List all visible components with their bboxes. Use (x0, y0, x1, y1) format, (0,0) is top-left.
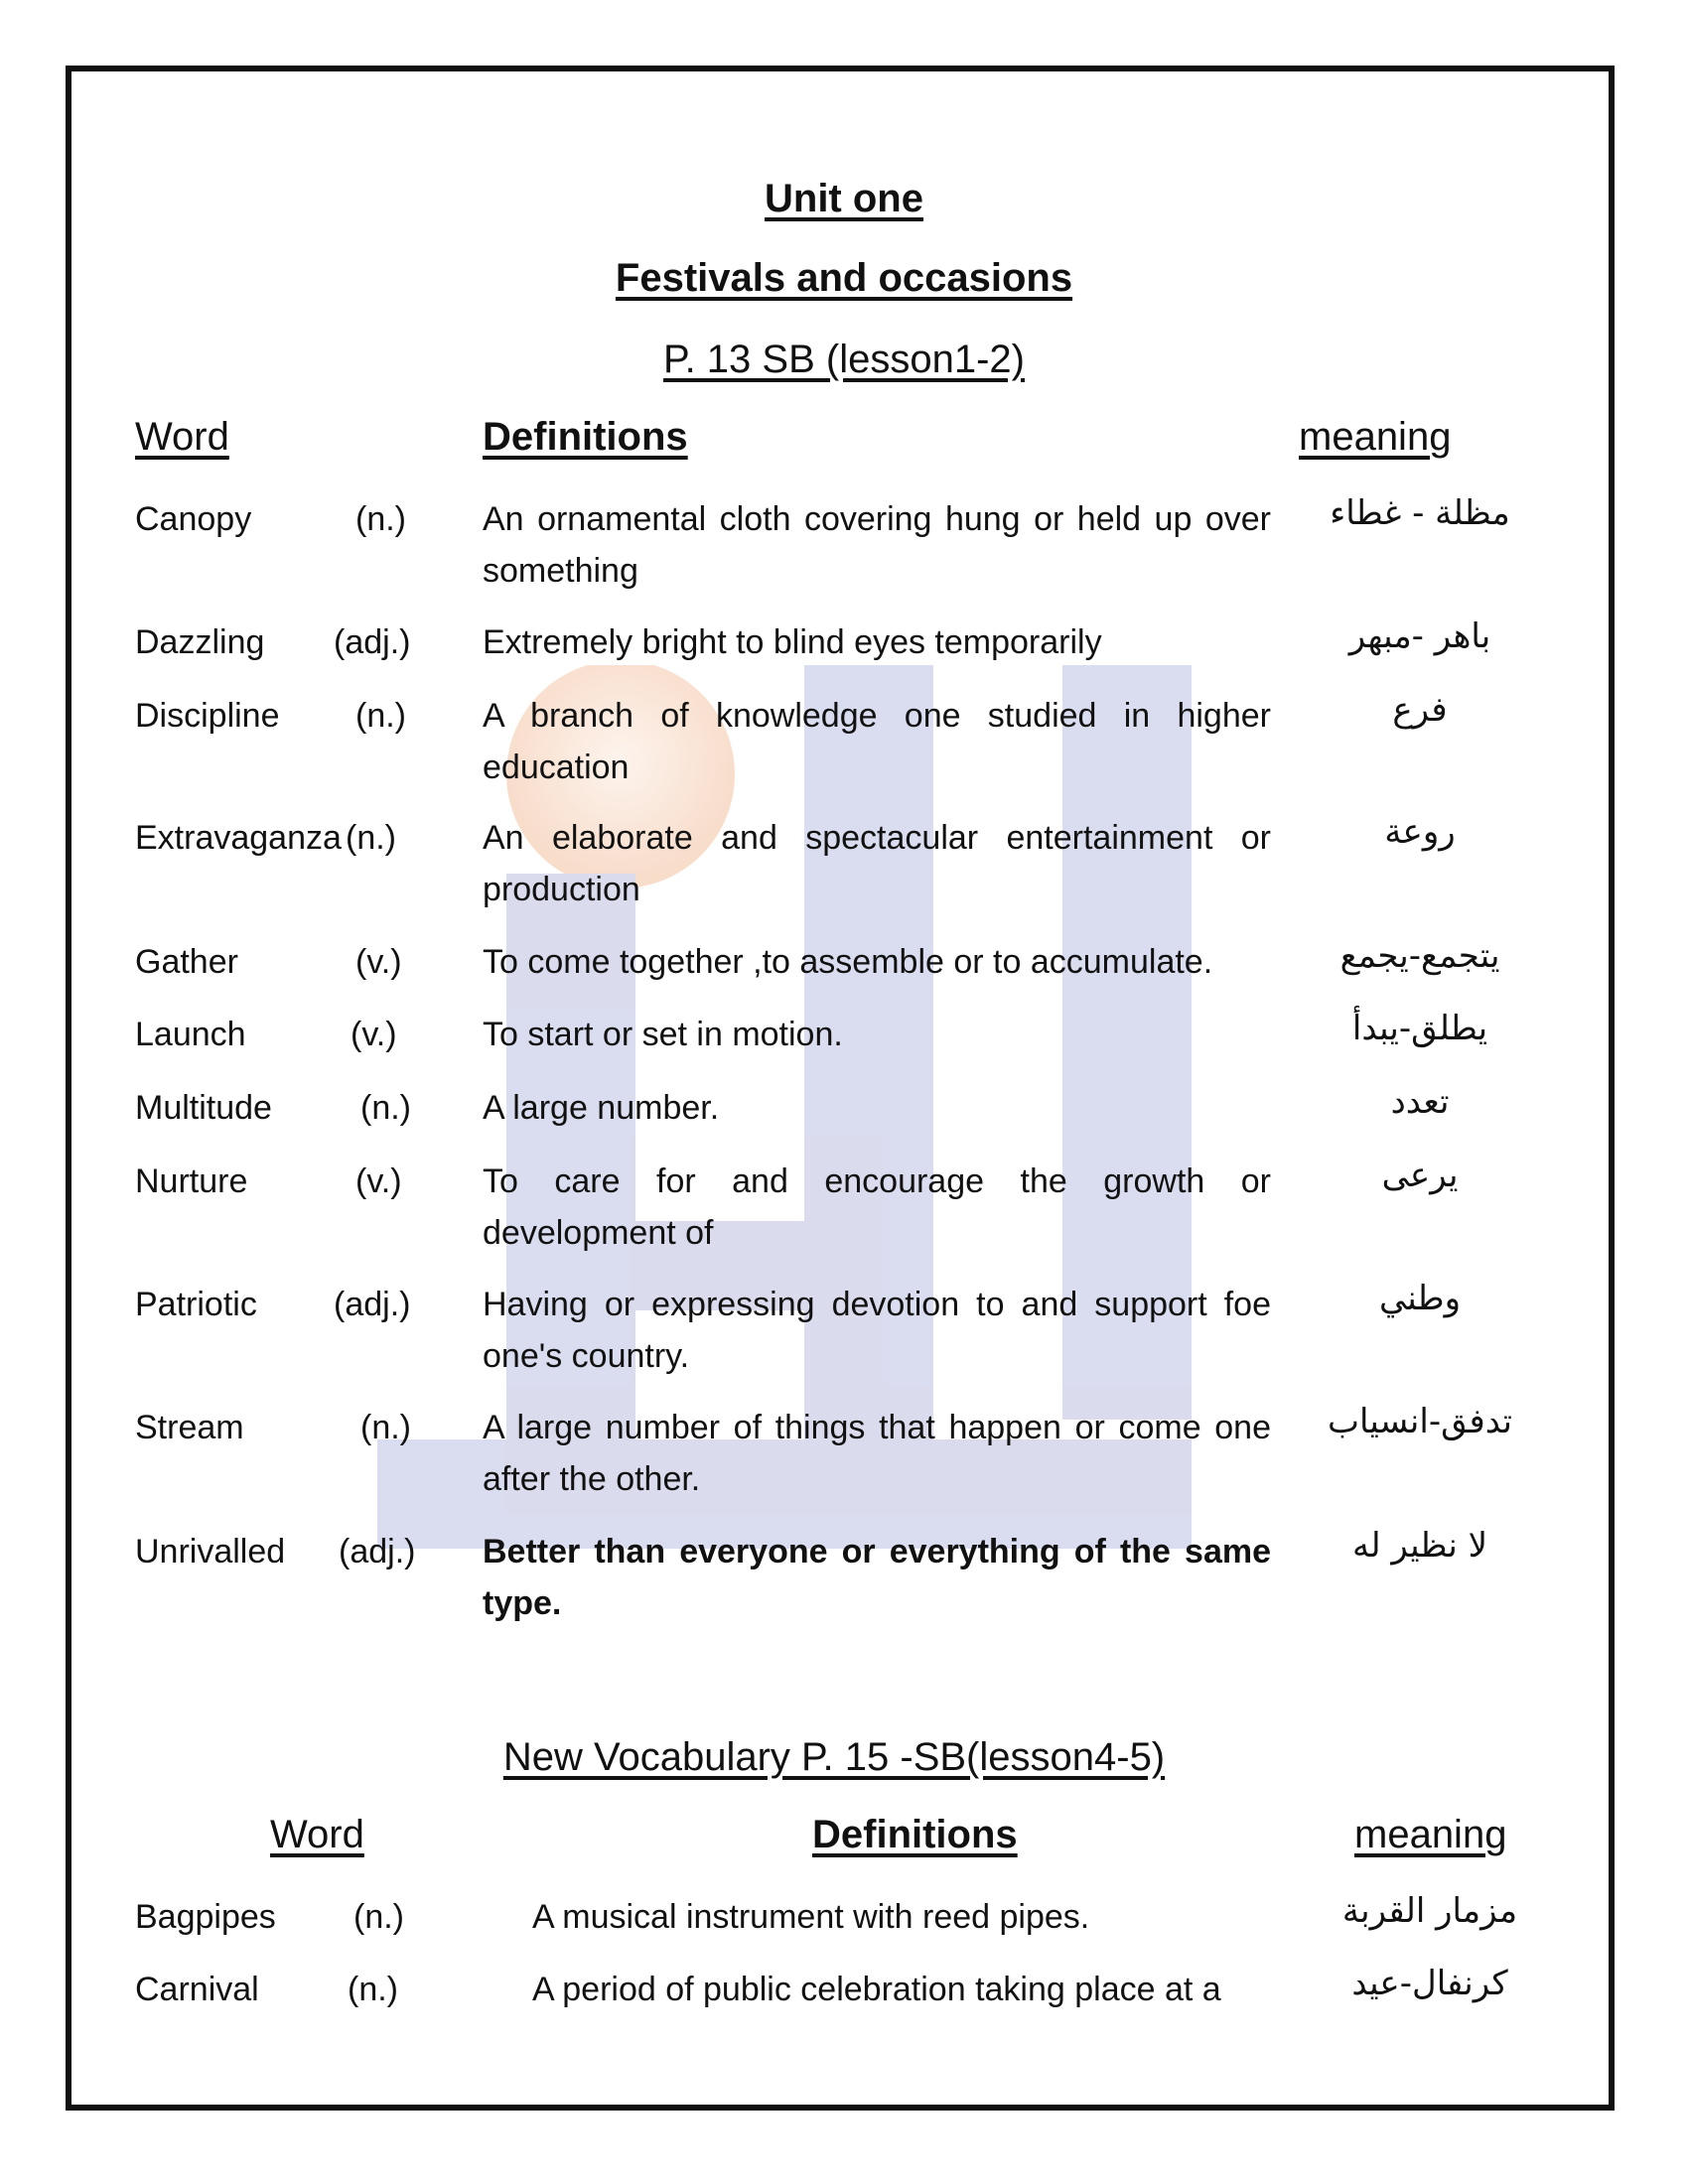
meaning-cell: مظلة - غطاء (1330, 493, 1510, 533)
meaning-cell: وطني (1378, 1279, 1462, 1318)
s2-col-word: Word (270, 1813, 364, 1856)
definition-cell: A large number. (483, 1089, 720, 1127)
pos-cell: (n.) (360, 1409, 411, 1446)
meaning-cell: يتجمع-يجمع (1339, 936, 1500, 976)
definition-cell: A branch of knowledge one studied in higher education (483, 697, 1271, 786)
pos-cell: (v.) (351, 1016, 397, 1053)
pos-cell: (n.) (346, 819, 396, 857)
word-cell: Extravaganza (135, 819, 342, 857)
pos-cell: (n.) (348, 1971, 398, 2008)
word-cell: Canopy (135, 500, 252, 538)
word-cell: Unrivalled (135, 1533, 286, 1570)
meaning-cell: روعة (1384, 812, 1456, 852)
word-cell: Carnival (135, 1971, 259, 2008)
definition-cell: An ornamental cloth covering hung or held up over something (483, 500, 1271, 590)
pos-cell: (adj.) (334, 623, 411, 661)
definition-cell: A large number of things that happen or come one after the other. (483, 1409, 1271, 1498)
word-cell: Nurture (135, 1162, 248, 1200)
meaning-cell: مزمار القربة (1341, 1891, 1518, 1931)
s1-col-definitions: Definitions (483, 415, 688, 459)
s2-col-meaning: meaning (1354, 1813, 1507, 1856)
meaning-cell: لا نظير له (1352, 1526, 1487, 1566)
section2-heading: New Vocabulary P. 15 -SB(lesson4-5) (502, 1735, 1166, 1779)
pos-cell: (v.) (355, 943, 402, 981)
unit-title: Unit one (765, 177, 923, 220)
pos-cell: (n.) (360, 1089, 411, 1127)
pos-cell: (adj.) (339, 1533, 416, 1570)
word-cell: Dazzling (135, 623, 265, 661)
pos-cell: (adj.) (334, 1286, 411, 1323)
word-cell: Patriotic (135, 1286, 257, 1323)
meaning-cell: كرنفال-عيد (1351, 1964, 1508, 2003)
meaning-cell: تعدد (1390, 1082, 1450, 1122)
meaning-cell: باهر -مبهر (1348, 616, 1491, 656)
definition-cell: A period of public celebration taking place at a (532, 1971, 1221, 2008)
definition-cell: A musical instrument with reed pipes. (532, 1898, 1090, 1936)
meaning-cell: يطلق-يبدأ (1351, 1009, 1488, 1048)
word-cell: Launch (135, 1016, 246, 1053)
definition-cell: An elaborate and spectacular entertainment or production (483, 819, 1271, 908)
definition-cell: To care for and encourage the growth or development of (483, 1162, 1271, 1252)
pos-cell: (n.) (353, 1898, 404, 1936)
word-cell: Bagpipes (135, 1898, 276, 1936)
section1-heading: P. 13 SB (lesson1-2) (663, 338, 1025, 381)
unit-subtitle: Festivals and occasions (615, 256, 1073, 300)
s1-col-meaning: meaning (1299, 415, 1452, 459)
pos-cell: (n.) (355, 500, 406, 538)
meaning-cell: يرعى (1381, 1156, 1459, 1195)
meaning-cell: تدفق-انسياب (1327, 1402, 1513, 1441)
word-cell: Gather (135, 943, 238, 981)
word-cell: Stream (135, 1409, 244, 1446)
meaning-cell: فرع (1392, 690, 1448, 730)
definition-cell: To come together ,to assemble or to accumulate. (483, 943, 1213, 981)
definition-cell: Better than everyone or everything of the same type. (483, 1533, 1271, 1622)
definition-cell: Having or expressing devotion to and support foe one's country. (483, 1286, 1271, 1375)
word-cell: Multitude (135, 1089, 272, 1127)
s1-col-word: Word (135, 415, 229, 459)
definition-cell: Extremely bright to blind eyes temporarily (483, 623, 1102, 661)
word-cell: Discipline (135, 697, 280, 735)
definition-cell: To start or set in motion. (483, 1016, 843, 1053)
pos-cell: (n.) (355, 697, 406, 735)
s2-col-definitions: Definitions (812, 1813, 1018, 1856)
pos-cell: (v.) (355, 1162, 402, 1200)
